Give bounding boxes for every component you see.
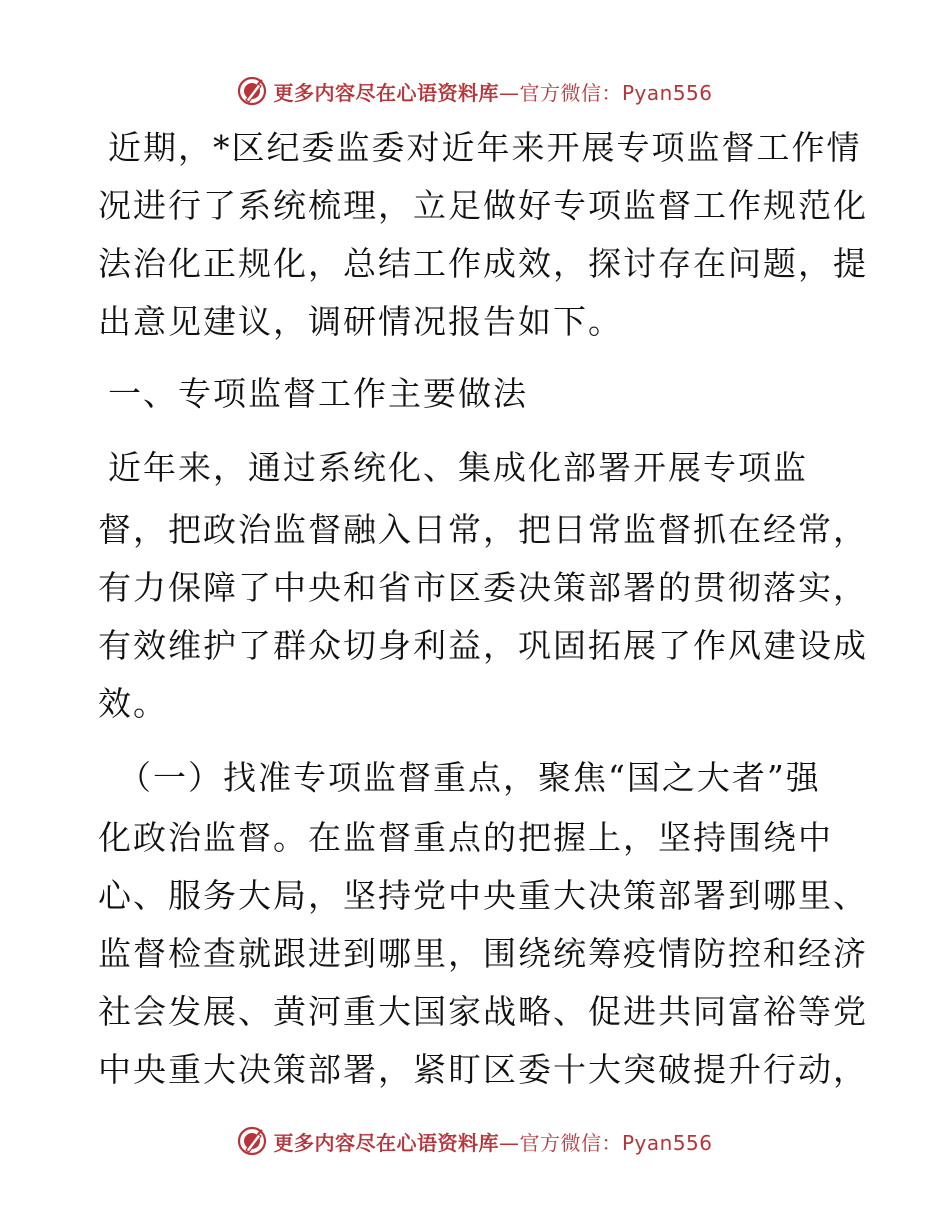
paragraph-line: 法治化正规化，总结工作成效，探讨存在问题，提	[98, 244, 868, 283]
watermark-id: Pyan556	[621, 1130, 713, 1155]
paragraph-line: 况进行了系统梳理，立足做好专项监督工作规范化	[98, 186, 868, 225]
paragraph-line: 效。	[98, 684, 168, 723]
paragraph-line: 化政治监督。在监督重点的把握上，坚持围绕中	[98, 818, 833, 857]
watermark-sub: 官方微信：	[519, 1130, 622, 1155]
watermark-separator: —	[498, 1130, 520, 1155]
paragraph-line: 有效维护了群众切身利益，巩固拓展了作风建设成	[98, 626, 868, 665]
watermark-footer	[0, 1122, 950, 1160]
watermark-main: 更多内容尽在心语资料库	[273, 1130, 499, 1155]
paragraph-line: 中央重大决策部署，紧盯区委十大突破提升行动，	[98, 1050, 868, 1089]
watermark-sub: 官方微信：	[519, 80, 622, 105]
paragraph-line: 有力保障了中央和省市区委决策部署的贯彻落实，	[98, 568, 868, 607]
pen-logo-icon	[237, 76, 267, 106]
paragraph-line: （一）找准专项监督重点，聚焦“国之大者”强	[118, 758, 821, 797]
paragraph-line: 督，把政治监督融入日常，把日常监督抓在经常，	[98, 510, 868, 549]
paragraph-line: 出意见建议，调研情况报告如下。	[98, 302, 623, 341]
paragraph-line: 监督检查就跟进到哪里，围绕统筹疫情防控和经济	[98, 934, 868, 973]
watermark-text	[273, 1127, 712, 1156]
watermark-id: Pyan556	[621, 80, 713, 105]
watermark-separator: —	[498, 80, 520, 105]
watermark-main: 更多内容尽在心语资料库	[273, 80, 499, 105]
paragraph-line: 心、服务大局，坚持党中央重大决策部署到哪里、	[98, 876, 868, 915]
section-heading: 一、专项监督工作主要做法	[108, 374, 528, 413]
paragraph-line: 近期，*区纪委监委对近年来开展专项监督工作情	[108, 128, 862, 167]
watermark-text	[273, 77, 712, 106]
paragraph-line: 近年来，通过系统化、集成化部署开展专项监	[108, 448, 808, 487]
watermark-header	[0, 72, 950, 110]
pen-logo-icon	[237, 1126, 267, 1156]
paragraph-line: 社会发展、黄河重大国家战略、促进共同富裕等党	[98, 992, 868, 1031]
